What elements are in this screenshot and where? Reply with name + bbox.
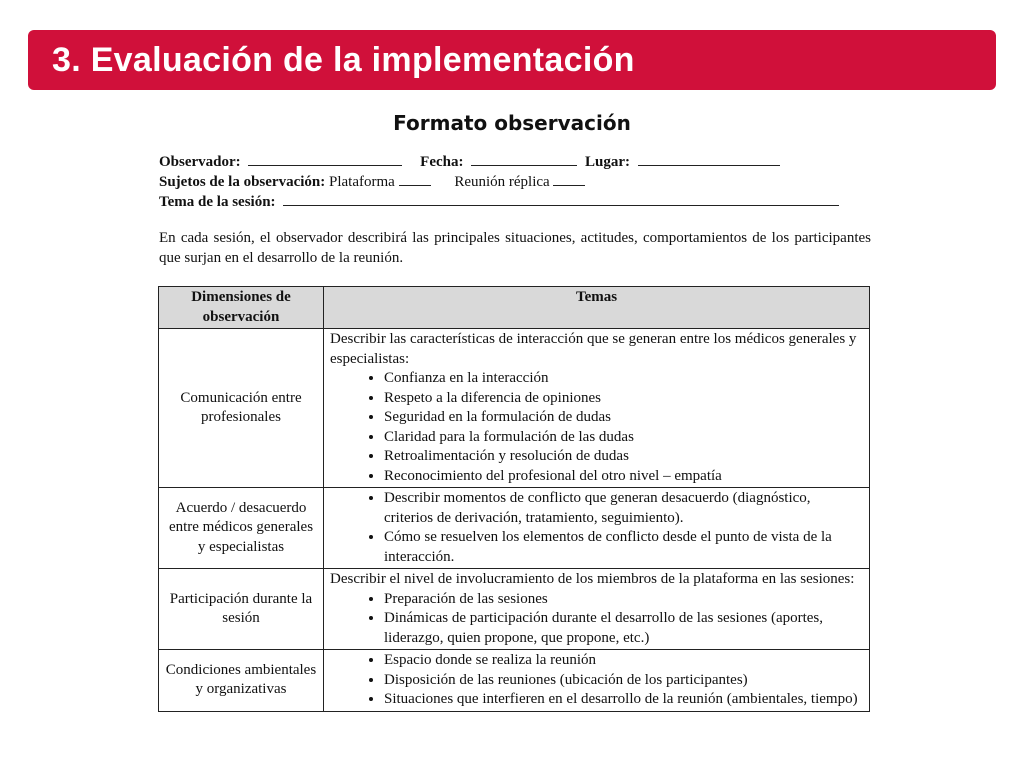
topics-cell: [324, 329, 870, 488]
platform-blank[interactable]: [399, 171, 431, 186]
observation-table: [158, 286, 870, 712]
form-line-subjects: [159, 171, 871, 191]
place-blank[interactable]: [638, 151, 780, 166]
replica-option: Reunión réplica: [454, 174, 550, 190]
table-row: [159, 329, 870, 488]
subjects-label: Sujetos de la observación:: [159, 174, 326, 190]
header-dimensions: Dimensiones de observación: [159, 287, 324, 329]
topics-cell: [324, 488, 870, 569]
topics-list: [330, 369, 863, 486]
dimension-cell: Participación durante la sesión: [159, 569, 324, 650]
topic-bullet: • Confianza en la interacción: [384, 369, 863, 389]
place-label: Lugar:: [585, 154, 630, 170]
form-line-observer: [159, 151, 871, 171]
topic-bullet: • Seguridad en la formulación de dudas: [384, 408, 863, 428]
date-label: Fecha:: [420, 154, 464, 170]
topics-list: [330, 489, 863, 567]
topic-bullet: • Preparación de las sesiones: [384, 590, 863, 610]
dimension-cell: Comunicación entre profesionales: [159, 329, 324, 488]
topic-bullet: • Espacio donde se realiza la reunión: [384, 651, 863, 671]
topic-label: Tema de la sesión:: [159, 194, 276, 210]
topics-intro: Describir las características de interacción que se generan entre los médicos generales y especialistas:: [330, 331, 857, 367]
topic-blank[interactable]: [283, 191, 839, 206]
form-subtitle: Formato observación: [393, 111, 631, 135]
replica-blank[interactable]: [553, 171, 585, 186]
observer-label: Observador:: [159, 154, 241, 170]
title-bar: [28, 30, 996, 90]
topic-bullet: • Dinámicas de participación durante el desarrollo de las sesiones (aportes, liderazgo, quien propone, que propone, etc.): [384, 609, 863, 648]
table-row: [159, 569, 870, 650]
observer-blank[interactable]: [248, 151, 402, 166]
topics-list: [330, 651, 863, 710]
topics-list: [330, 590, 863, 649]
instructions-text: En cada sesión, el observador describirá las principales situaciones, actitudes, comportamientos de los participantes que surjan en el desarrollo de la reunión.: [159, 230, 871, 266]
topic-bullet: • Reconocimiento del profesional del otro nivel – empatía: [384, 467, 863, 487]
table-row: [159, 488, 870, 569]
topic-bullet: • Situaciones que interfieren en el desarrollo de la reunión (ambientales, tiempo): [384, 690, 863, 710]
topic-bullet: • Describir momentos de conflicto que generan desacuerdo (diagnóstico, criterios de derivación, tratamiento, seguimiento).: [384, 489, 863, 528]
form-line-topic: [159, 191, 871, 211]
topic-bullet: • Retroalimentación y resolución de dudas: [384, 447, 863, 467]
topics-intro: Describir el nivel de involucramiento de los miembros de la plataforma en las sesiones:: [330, 571, 855, 587]
dimension-cell: Acuerdo / desacuerdo entre médicos generales y especialistas: [159, 488, 324, 569]
topics-cell: [324, 650, 870, 712]
dimension-cell: Condiciones ambientales y organizativas: [159, 650, 324, 712]
date-blank[interactable]: [471, 151, 577, 166]
topic-bullet: • Cómo se resuelven los elementos de conflicto desde el punto de vista de la interacción.: [384, 528, 863, 567]
topic-bullet: • Claridad para la formulación de las dudas: [384, 428, 863, 448]
form-header: [159, 151, 871, 211]
table-row: [159, 650, 870, 712]
platform-option: Plataforma: [329, 174, 395, 190]
topic-bullet: • Respeto a la diferencia de opiniones: [384, 389, 863, 409]
header-topics: Temas: [324, 287, 870, 329]
slide-title: 3. Evaluación de la implementación: [52, 40, 635, 79]
topic-bullet: • Disposición de las reuniones (ubicación de los participantes): [384, 671, 863, 691]
topics-cell: [324, 569, 870, 650]
table-header-row: [159, 287, 870, 329]
